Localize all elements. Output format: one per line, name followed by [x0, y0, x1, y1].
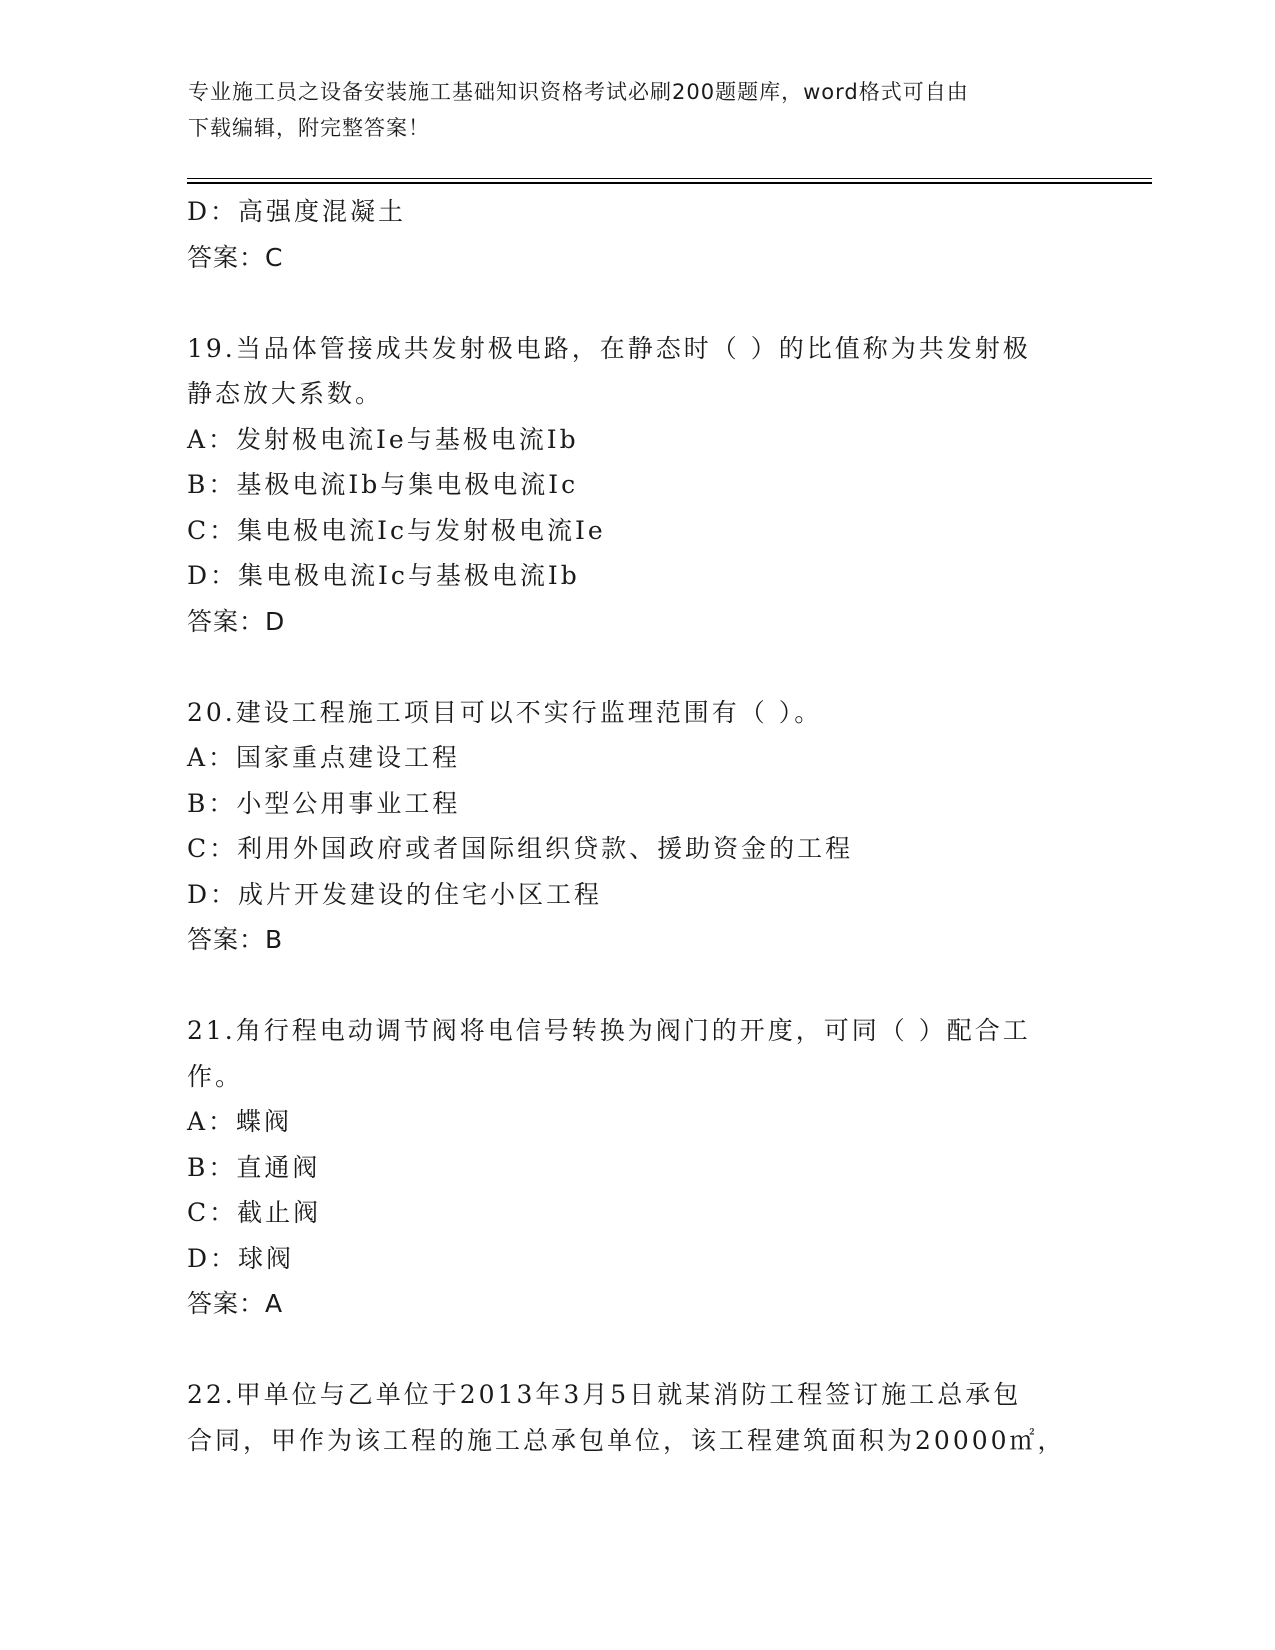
option-b: B：小型公用事业工程: [187, 788, 461, 818]
question-19: [187, 326, 1087, 645]
previous-question-tail: [187, 189, 1087, 280]
question-stem-continued: 静态放大系数。: [187, 379, 384, 408]
option-b: B：基极电流Ib与集电极电流Ic: [187, 470, 579, 499]
header-line-2: 下载编辑，附完整答案！: [188, 116, 430, 140]
question-stem: 22.甲单位与乙单位于2013年3月5日就某消防工程签订施工总承包: [187, 1380, 1022, 1409]
option-a: A：蝶阀: [187, 1107, 293, 1136]
option-c: C：截止阀: [187, 1198, 322, 1227]
header-divider-thick: [187, 182, 1152, 184]
question-stem: 21.角行程电动调节阀将电信号转换为阀门的开度，可同（ ）配合工: [187, 1016, 1031, 1045]
header-line-1: 专业施工员之设备安装施工基础知识资格考试必刷200题题库，word格式可自由: [188, 80, 969, 104]
question-stem-continued: 作。: [187, 1061, 244, 1091]
option-d: D：球阀: [187, 1243, 295, 1273]
option-b: B：直通阀: [187, 1152, 321, 1182]
option-d: D：集电极电流Ic与基极电流Ib: [187, 561, 580, 590]
answer: 答案：C: [187, 242, 284, 272]
question-22: [187, 1372, 1087, 1463]
header-divider-thin: [187, 178, 1152, 179]
question-21: [187, 1008, 1087, 1327]
option-a: A：发射极电流Ie与基极电流Ib: [187, 424, 579, 454]
question-stem-continued: 合同，甲作为该工程的施工总承包单位，该工程建筑面积为20000㎡，: [187, 1425, 1066, 1455]
answer: 答案：A: [187, 1289, 284, 1318]
option-c: C：集电极电流Ic与发射极电流Ie: [187, 515, 606, 545]
document-header: [188, 74, 1068, 146]
option-a: A：国家重点建设工程: [187, 743, 461, 772]
question-20: [187, 690, 1087, 963]
answer: 答案：B: [187, 925, 284, 954]
option-d: D：成片开发建设的住宅小区工程: [187, 879, 603, 909]
document-body: [187, 189, 1087, 1463]
option-c: C：利用外国政府或者国际组织贷款、援助资金的工程: [187, 834, 854, 863]
question-stem: 20.建设工程施工项目可以不实行监理范围有（ ）。: [187, 697, 823, 727]
question-stem: 19.当品体管接成共发射极电路，在静态时（ ）的比值称为共发射极: [187, 333, 1031, 363]
option-d: D：高强度混凝土: [187, 197, 407, 226]
answer: 答案：D: [187, 606, 286, 636]
